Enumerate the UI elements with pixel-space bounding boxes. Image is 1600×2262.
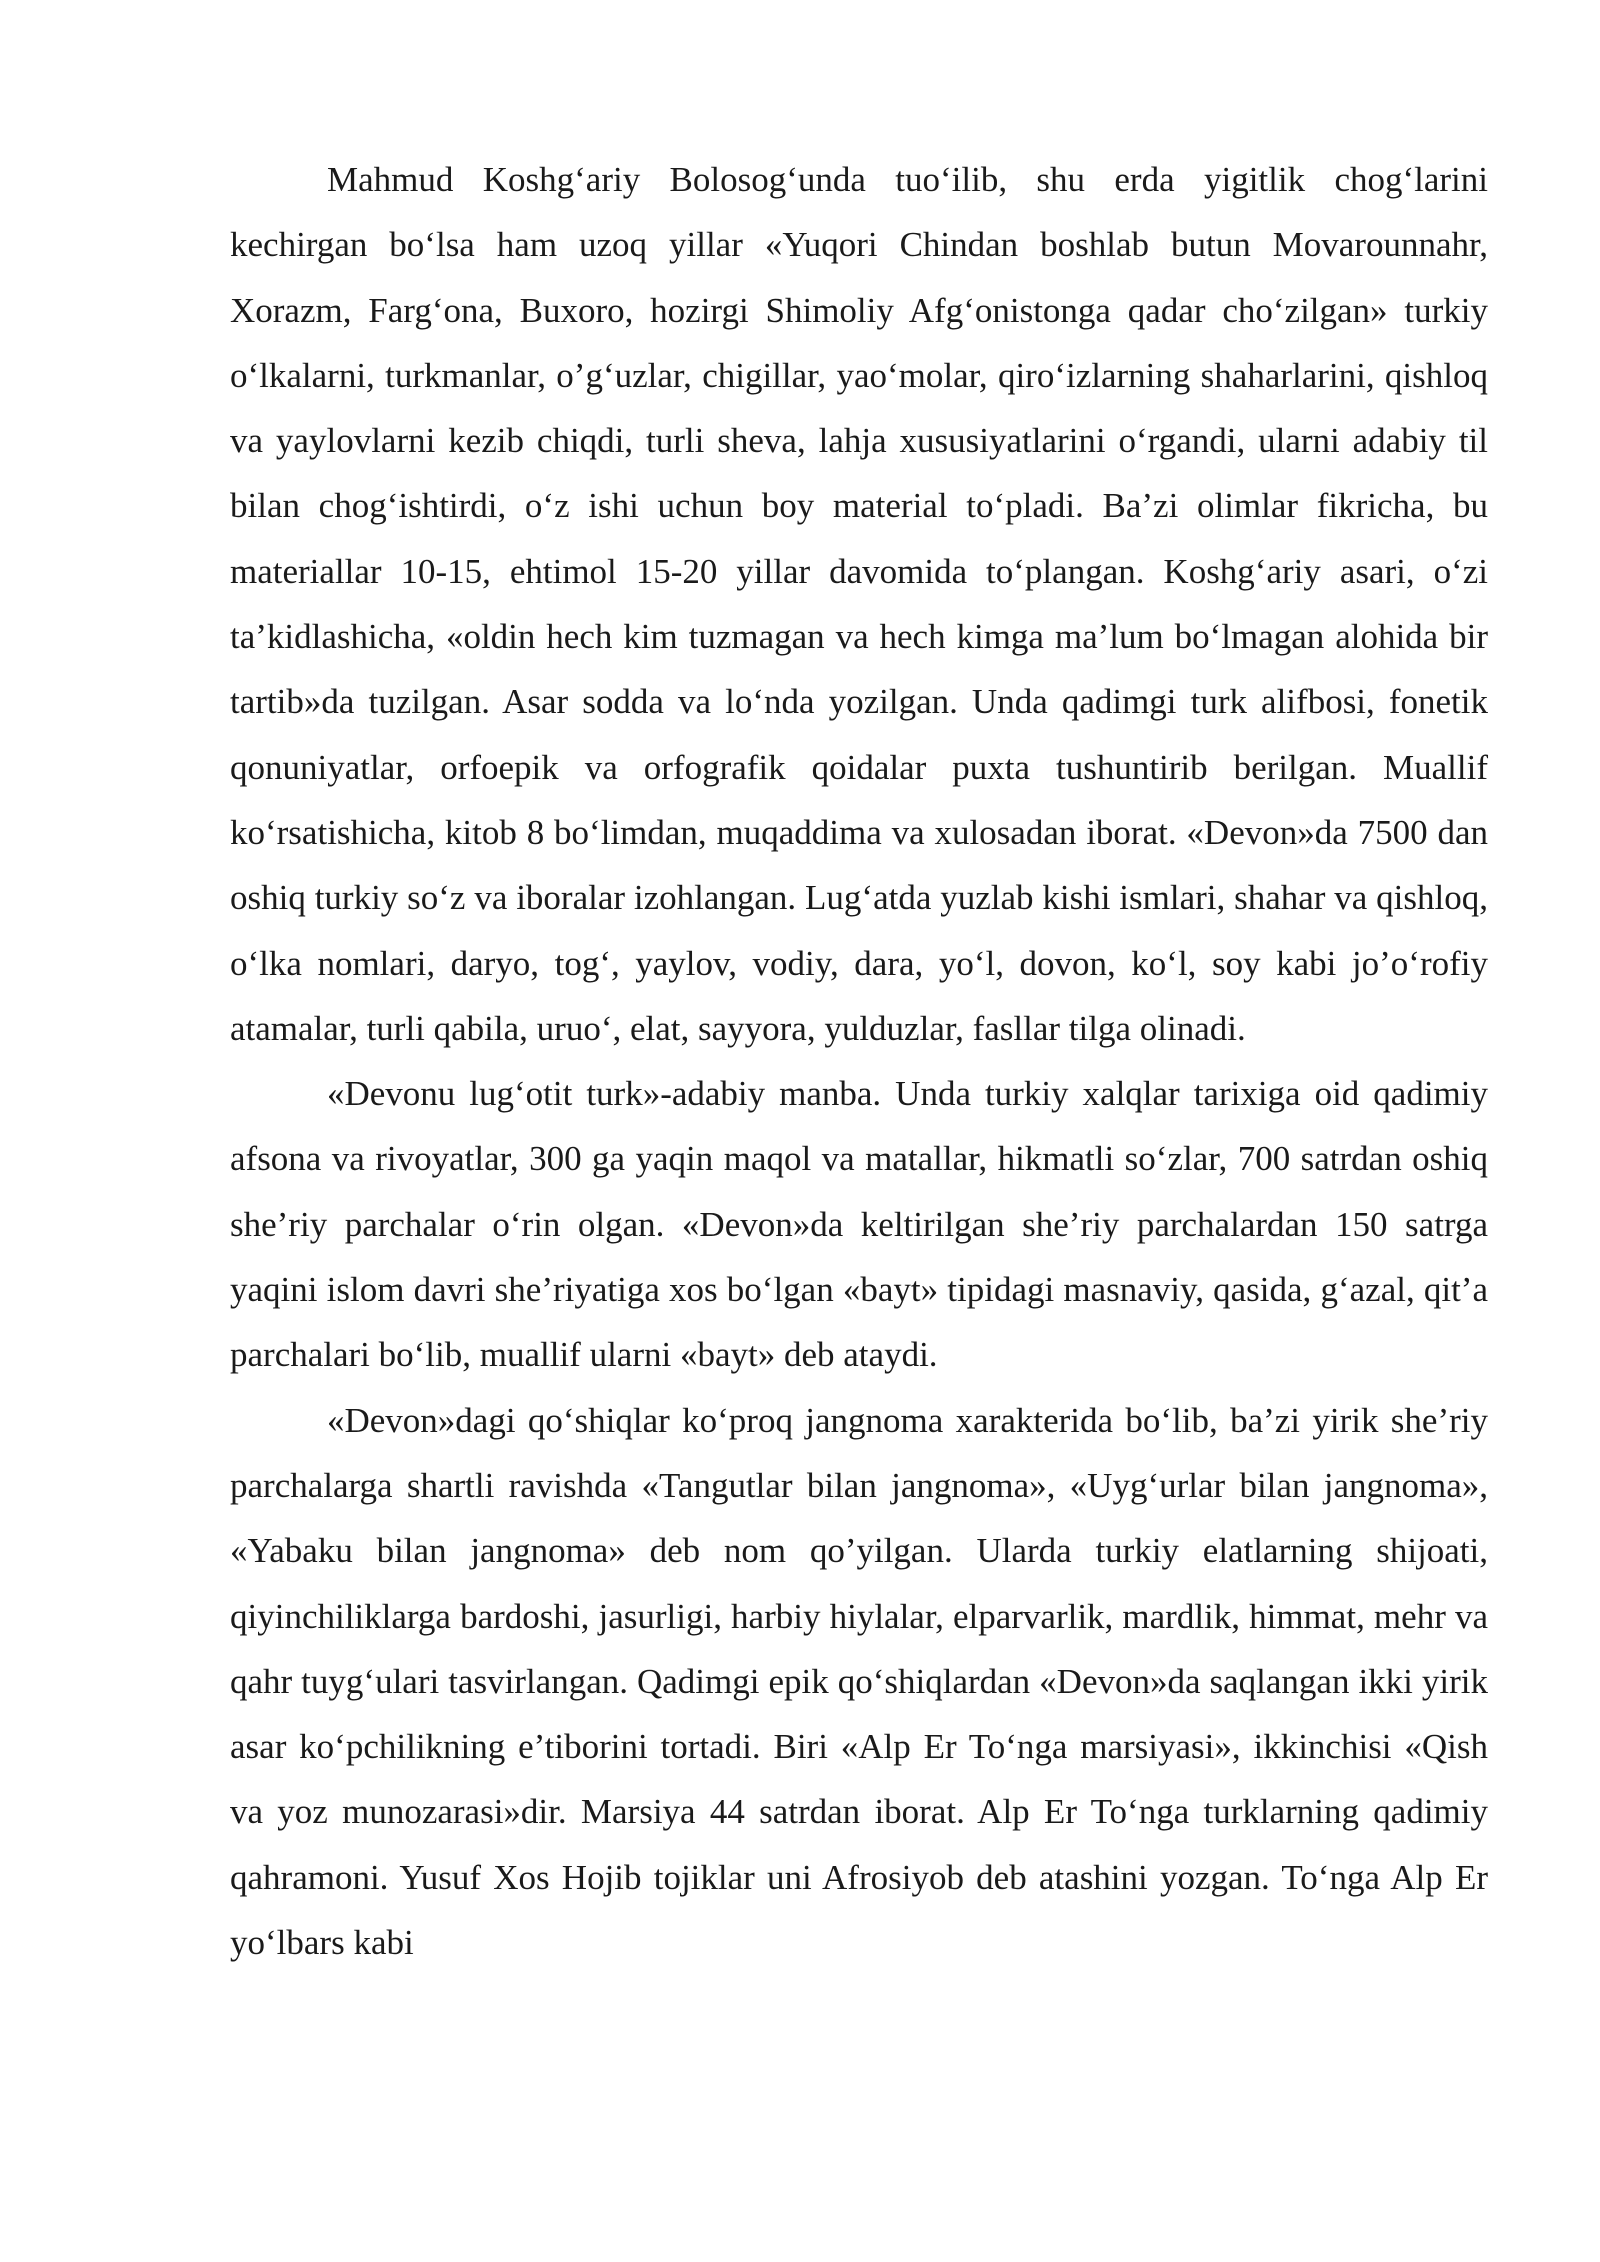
paragraph-3: «Devon»dagi qo‘shiqlar ko‘proq jangnoma xarakterida bo‘lib, ba’zi yirik she’riy parchalarga shartli ravishda «Tangutlar bilan jangnoma», «Uyg‘urlar bilan jangnoma», «Yabaku bilan jangnoma» deb nom qo’yilgan. Ularda turkiy elatlarning shijoati, qiyinchiliklarga bardoshi, jasurligi, harbiy hiylalar, elparvarlik, mardlik, himmat, mehr va qahr tuyg‘ulari tasvirlangan. Qadimgi epik qo‘shiqlardan «Devon»da saqlangan ikki yirik asar ko‘pchilikning e’tiborini tortadi. Biri «Alp Er To‘nga marsiyasi», ikkinchisi «Qish va yoz munozarasi»dir. Marsiya 44 satrdan iborat. Alp Er To‘nga turklarning qadimiy qahramoni. Yusuf Xos Hojib tojiklar uni Afrosiyob deb atashini yozgan. To‘nga Alp Er yo‘lbars kabi: [230, 1400, 1488, 1963]
paragraph-1: Mahmud Koshg‘ariy Bolosog‘unda tuo‘ilib, shu erda yigitlik chog‘larini kechirgan bo‘lsa ham uzoq yillar «Yuqori Chindan boshlab butun Movarounnahr, Xorazm, Farg‘ona, Buxoro, hozirgi Shimoliy Afg‘onistonga qadar cho‘zilgan» turkiy o‘lkalarni, turkmanlar, o’g‘uzlar, chigillar, yao‘molar, qiro‘izlarning shaharlarini, qishloq va yaylovlarni kezib chiqdi, turli sheva, lahja xususiyatlarini o‘rgandi, ularni adabiy til bilan chog‘ishtirdi, o‘z ishi uchun boy material to‘pladi. Ba’zi olimlar fikricha, bu materiallar 10-15, ehtimol 15-20 yillar davomida to‘plangan. Koshg‘ariy asari, o‘zi ta’kidlashicha, «oldin hech kim tuzmagan va hech kimga ma’lum bo‘lmagan alohida bir tartib»da tuzilgan. Asar sodda va lo‘nda yozilgan. Unda qadimgi turk alifbosi, fonetik qonuniyatlar, orfoepik va orfografik qoidalar puxta tushuntirib berilgan. Muallif ko‘rsatishicha, kitob 8 bo‘limdan, muqaddima va xulosadan iborat. «Devon»da 7500 dan oshiq turkiy so‘z va iboralar izohlangan. Lug‘atda yuzlab kishi ismlari, shahar va qishloq, o‘lka nomlari, daryo, tog‘, yaylov, vodiy, dara, yo‘l, dovon, ko‘l, soy kabi jo’o‘rofiy atamalar, turli qabila, uruo‘, elat, sayyora, yulduzlar, fasllar tilga olinadi.: [230, 160, 1488, 1048]
paragraph-2: «Devonu lug‘otit turk»-adabiy manba. Unda turkiy xalqlar tarixiga oid qadimiy afsona va rivoyatlar, 300 ga yaqin maqol va matallar, hikmatli so‘zlar, 700 satrdan oshiq she’riy parchalar o‘rin olgan. «Devon»da keltirilgan she’riy parchalardan 150 satrga yaqini islom davri she’riyatiga xos bo‘lgan «bayt» tipidagi masnaviy, qasida, g‘azal, qit’a parchalari bo‘lib, muallif ularni «bayt» deb ataydi.: [230, 1074, 1488, 1375]
body-text: [230, 147, 1488, 1975]
